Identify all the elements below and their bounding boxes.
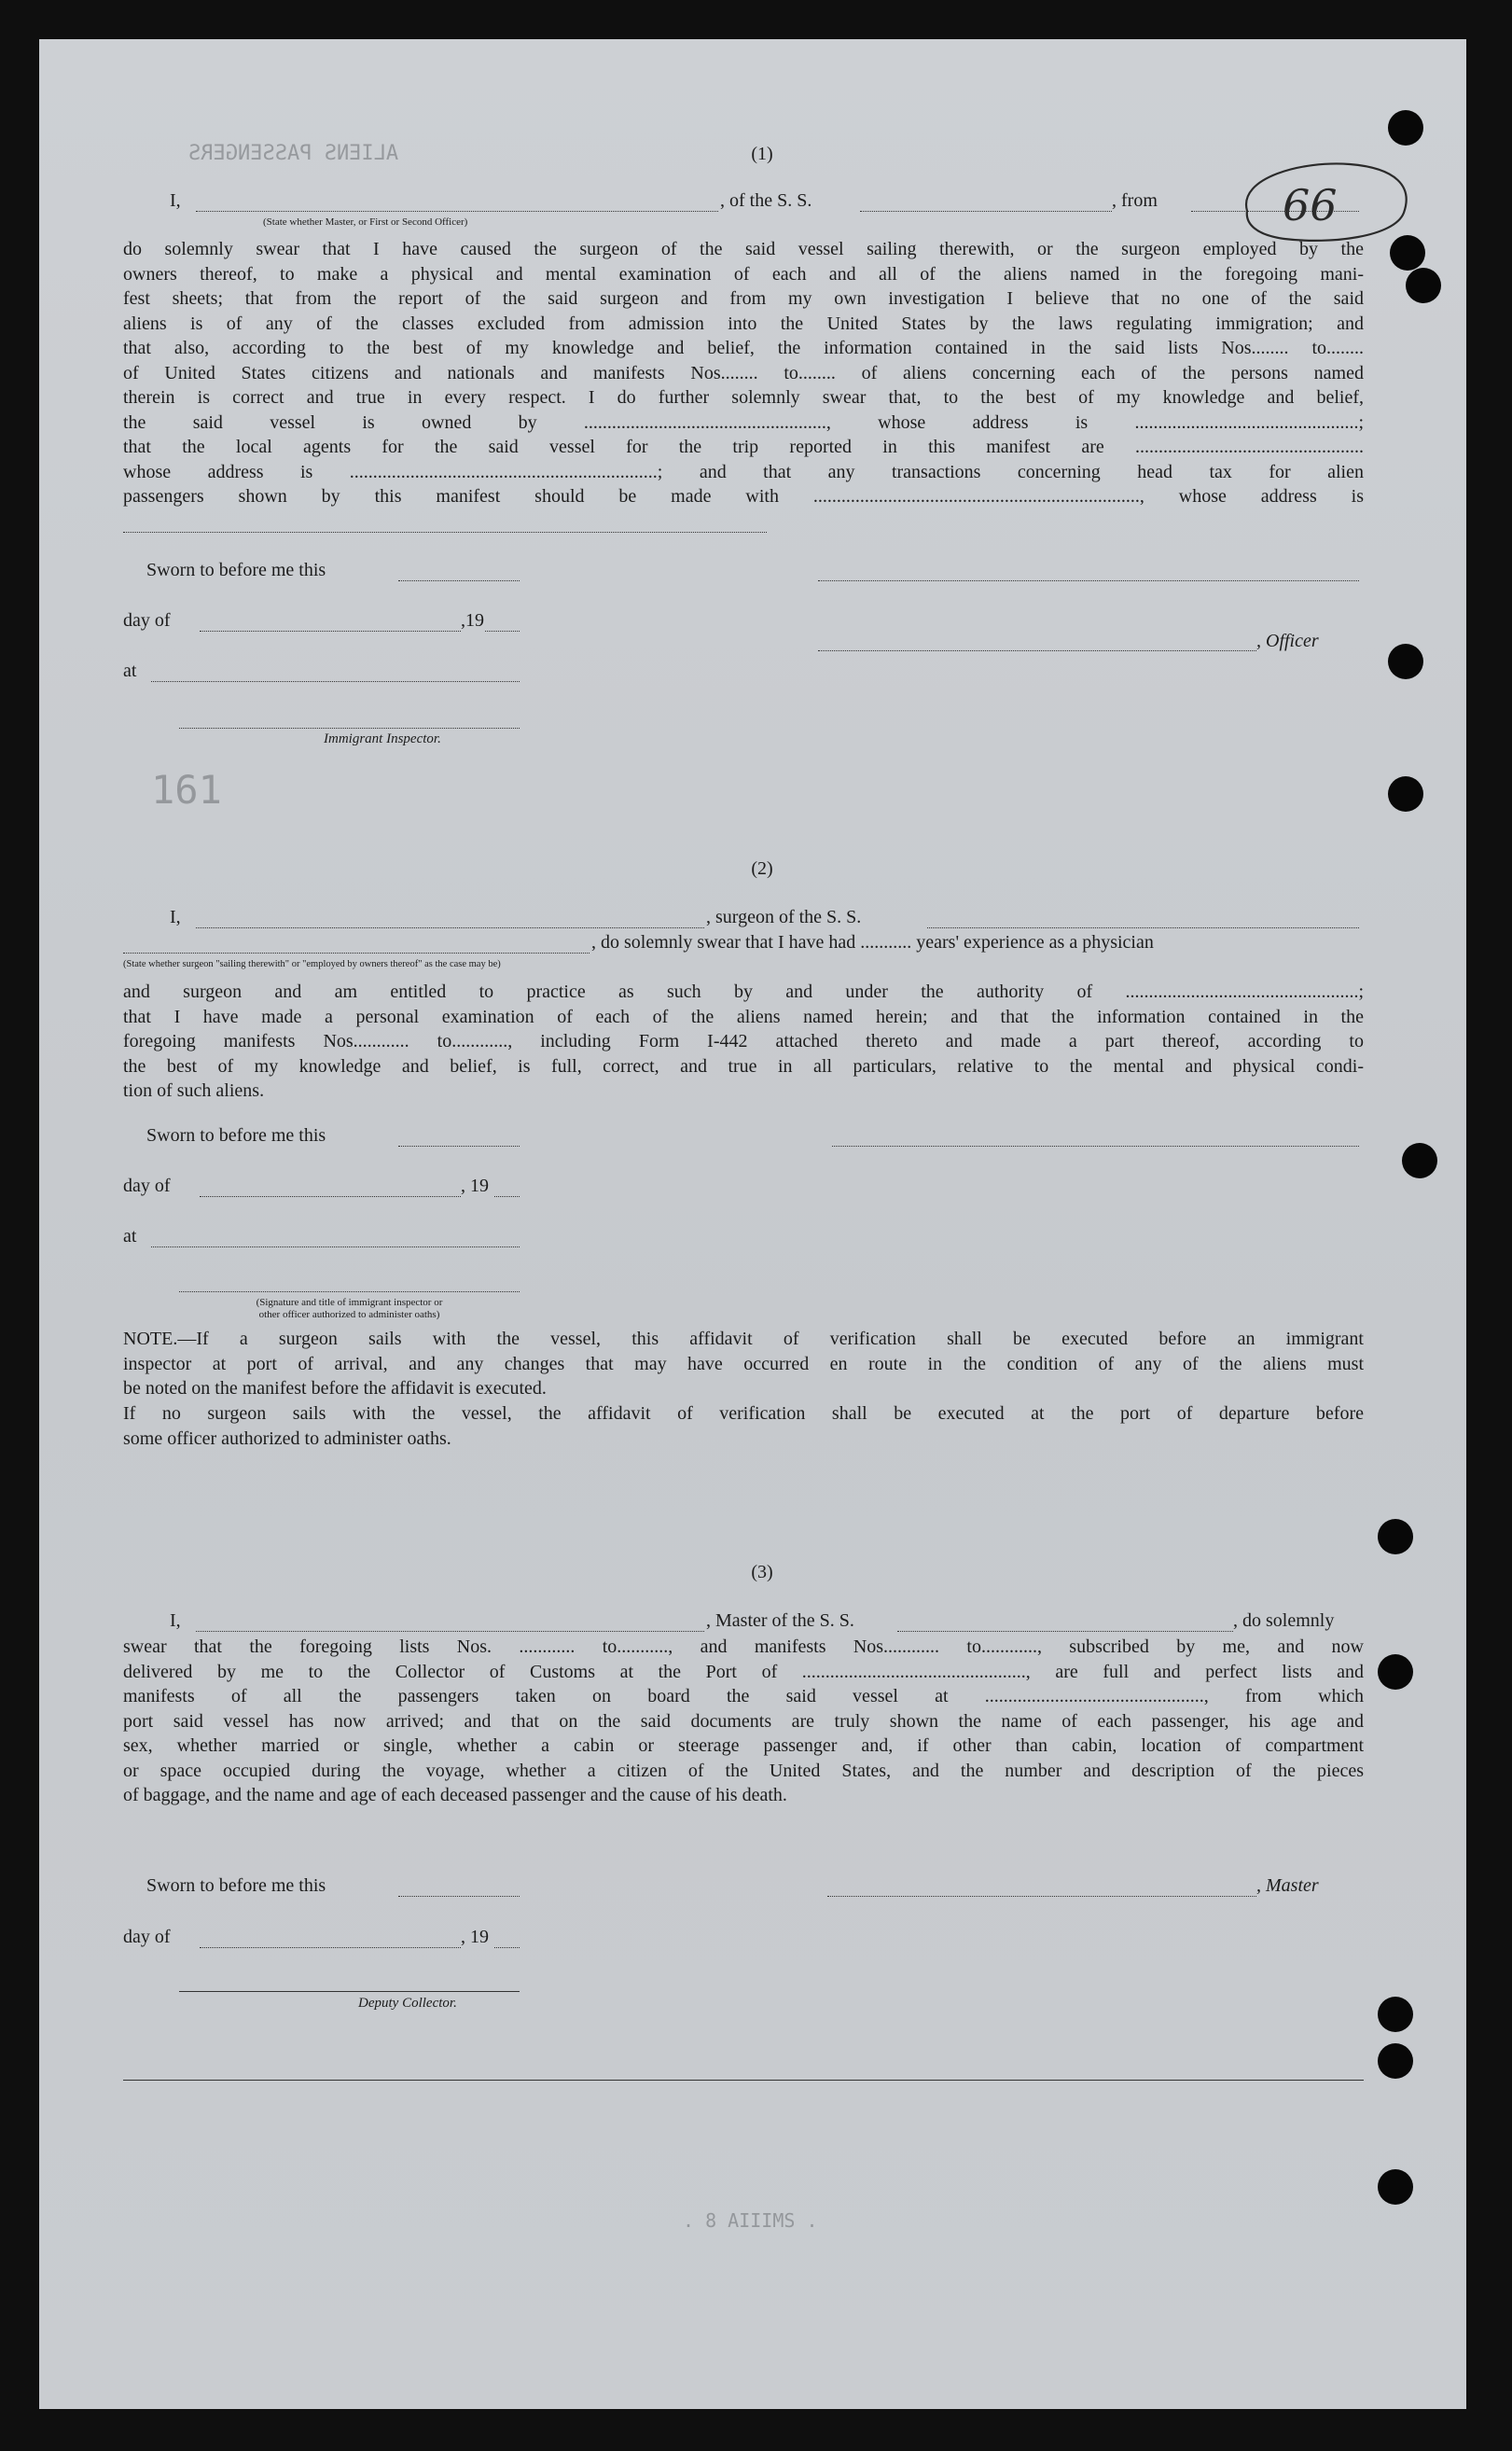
s1-day-of-label: day of (123, 610, 171, 631)
binder-hole (1378, 2043, 1413, 2079)
s1-year-label: ,19 (461, 610, 484, 631)
oath-line: swear that the foregoing lists Nos. ............ to..........., and manifests Nos............ to............, subscribed by me, and now (123, 1636, 1364, 1657)
s1-officer-label: , Officer (1256, 631, 1319, 651)
s2-surgeon-signature-field[interactable] (832, 1146, 1359, 1147)
s1-inspector-label: Immigrant Inspector. (324, 731, 441, 746)
s2-year-field[interactable] (494, 1196, 520, 1197)
section-1-heading: (1) (751, 144, 773, 164)
s3-sworn-label: Sworn to before me this (146, 1875, 326, 1896)
binder-hole (1378, 1654, 1413, 1690)
note-line: be noted on the manifest before the affidavit is executed. (123, 1378, 547, 1399)
binder-hole (1390, 235, 1425, 271)
oath-line: do solemnly swear that I have caused the surgeon of the said vessel sailing therewith, or the surgeon employed by the (123, 239, 1364, 259)
s2-experience-line: , do solemnly swear that I have had ........... years' experience as a physician (591, 932, 1154, 953)
vessel-name-field[interactable] (860, 211, 1112, 212)
binder-hole (1378, 1519, 1413, 1554)
oath-line: tion of such aliens. (123, 1080, 265, 1101)
s2-day-field[interactable] (200, 1196, 461, 1197)
s2-at-label: at (123, 1226, 137, 1246)
binder-hole (1388, 776, 1423, 812)
oath-line: owners thereof, to make a physical and mental examination of each and all of the aliens named in the foregoing mani- (123, 263, 1364, 285)
s3-day-of-label: day of (123, 1927, 171, 1947)
binder-hole (1402, 1143, 1437, 1178)
stamp-number: 66 (1283, 180, 1338, 230)
section-2-oath-text (123, 980, 1364, 1104)
oath-line: delivered by me to the Collector of Customs at the Port of ................................................, are full and perfect lists and (123, 1661, 1364, 1682)
s2-signature-note-1: (Signature and title of immigrant inspector or (256, 1297, 443, 1308)
s1-i-label: I, (170, 190, 181, 211)
s1-officer-signature-field[interactable] (818, 650, 1256, 651)
s2-day-of-label: day of (123, 1176, 171, 1196)
s2-signature-note-2: other officer authorized to administer oaths) (258, 1309, 440, 1320)
oath-line: and surgeon and am entitled to practice as such by and under the authority of ..................................................; (123, 982, 1364, 1002)
oath-line: therein is correct and true in every respect. I do further solemnly swear that, to the best of my knowledge and belief, (123, 387, 1364, 408)
oath-line: port said vessel has now arrived; and that on the said documents are truly shown the name of each passenger, his age and (123, 1710, 1364, 1732)
surgeon-note-paragraph (123, 1327, 1364, 1401)
s3-master-signature-field[interactable] (827, 1896, 1256, 1897)
s1-ss-label: , of the S. S. (720, 190, 812, 211)
binder-hole (1378, 1997, 1413, 2032)
s1-officer-note: (State whether Master, or First or Second Officer) (263, 216, 468, 228)
s1-day-field[interactable] (200, 631, 461, 632)
s1-inspector-signature-field[interactable] (179, 728, 520, 729)
s2-surgeon-status-field[interactable] (123, 953, 590, 954)
s2-sworn-date-field[interactable] (398, 1146, 520, 1147)
oath-line: passengers shown by this manifest should be made with ......................................................................, whose address is (123, 486, 1364, 507)
s3-vessel-name-field[interactable] (897, 1631, 1233, 1632)
s1-at-label: at (123, 661, 137, 681)
agent-address-field[interactable] (123, 532, 767, 533)
binder-hole (1406, 268, 1441, 303)
s1-year-field[interactable] (485, 631, 520, 632)
s3-collector-signature-field[interactable] (179, 1991, 520, 1992)
no-surgeon-note-paragraph (123, 1401, 1364, 1451)
master-name-field[interactable] (196, 211, 718, 212)
s3-master-sign-label: , Master (1256, 1875, 1319, 1896)
section-3-heading: (3) (751, 1562, 773, 1582)
s1-place-field[interactable] (151, 681, 520, 682)
oath-line: or space occupied during the voyage, whether a citizen of the United States, and the number and description of the pieces (123, 1760, 1364, 1781)
s2-vessel-name-field[interactable] (927, 927, 1359, 928)
oath-line: foregoing manifests Nos............ to............, including Form I-442 attached thereto and made a part thereof, according to (123, 1031, 1364, 1051)
binder-hole (1388, 110, 1423, 146)
s3-i-label: I, (170, 1610, 181, 1631)
section-1-oath-text (123, 237, 1364, 509)
s1-signature-line-1[interactable] (818, 580, 1359, 581)
note-line: some officer authorized to administer oaths. (123, 1427, 451, 1449)
s3-master-name-field[interactable] (196, 1631, 704, 1632)
bleed-through-text: ALIENS PASSENGERS (188, 142, 399, 165)
oath-line: that I have made a personal examination of each of the aliens named herein; and that the information contained in the (123, 1006, 1364, 1027)
s2-year-label: , 19 (461, 1176, 489, 1196)
binder-hole (1388, 644, 1423, 679)
bleed-through-text: . 8 AIIIMS . (683, 2209, 818, 2232)
bleed-through-text: 161 (151, 767, 222, 813)
s2-inspector-signature-field[interactable] (179, 1291, 520, 1292)
oath-line: whose address is ..................................................................; and that any transactions concerning head tax for alien (123, 461, 1364, 482)
document-page (39, 39, 1466, 2409)
oath-line: fest sheets; that from the report of the said surgeon and from my own investigation I believe that no one of the said (123, 288, 1364, 309)
oath-line: the said vessel is owned by ...................................................., whose address is ................................................; (123, 411, 1364, 433)
s3-master-label: , Master of the S. S. (706, 1610, 854, 1631)
binder-hole (1378, 2169, 1413, 2205)
note-line: If no surgeon sails with the vessel, the affidavit of verification shall be executed at the port of departure before (123, 1403, 1364, 1424)
s1-sworn-label: Sworn to before me this (146, 560, 326, 580)
note-line: NOTE.—If a surgeon sails with the vessel, this affidavit of verification shall be executed before an immigrant (123, 1329, 1364, 1349)
s3-day-field[interactable] (200, 1947, 461, 1948)
oath-line: sex, whether married or single, whether a cabin or steerage passenger and, if other than cabin, location of compartment (123, 1735, 1364, 1756)
oath-line: aliens is of any of the classes excluded from admission into the United States by the laws regulating immigration; and (123, 313, 1364, 334)
s3-year-label: , 19 (461, 1927, 489, 1947)
oath-line: the best of my knowledge and belief, is full, correct, and true in all particulars, relative to the mental and physical condi- (123, 1055, 1364, 1077)
oath-line: manifests of all the passengers taken on board the said vessel at ..............................................., from which (123, 1686, 1364, 1706)
s3-sworn-date-field[interactable] (398, 1896, 520, 1897)
oath-line: of baggage, and the name and age of each deceased passenger and the cause of his death. (123, 1785, 787, 1805)
s2-sworn-label: Sworn to before me this (146, 1125, 326, 1146)
s2-status-note: (State whether surgeon "sailing therewith" or "employed by owners thereof" as the case may be) (123, 959, 501, 969)
oath-line: of United States citizens and nationals and manifests Nos........ to........ of aliens concerning each of the persons named (123, 362, 1364, 383)
s2-place-field[interactable] (151, 1246, 520, 1247)
departure-port-field[interactable] (1191, 211, 1359, 212)
section-2-heading: (2) (751, 858, 773, 879)
note-line: inspector at port of arrival, and any changes that may have occurred en route in the condition of any of the aliens must (123, 1353, 1364, 1374)
s2-i-label: I, (170, 907, 181, 927)
s3-year-field[interactable] (494, 1947, 520, 1948)
oath-line: that the local agents for the said vessel for the trip reported in this manifest are ................................................. (123, 437, 1364, 457)
bottom-rule (123, 2080, 1364, 2081)
s3-deputy-label: Deputy Collector. (358, 1996, 457, 2011)
oath-line: that also, according to the best of my knowledge and belief, the information contained in the said lists Nos........ to........ (123, 338, 1364, 358)
surgeon-name-field[interactable] (196, 927, 704, 928)
s1-sworn-date-field[interactable] (398, 580, 520, 581)
handwritten-page-number-stamp (1228, 159, 1415, 244)
s1-from-label: , from (1112, 190, 1158, 211)
s2-surgeon-label: , surgeon of the S. S. (706, 907, 862, 927)
s3-solemnly-label: , do solemnly (1233, 1610, 1335, 1631)
section-3-oath-text (123, 1635, 1364, 1808)
